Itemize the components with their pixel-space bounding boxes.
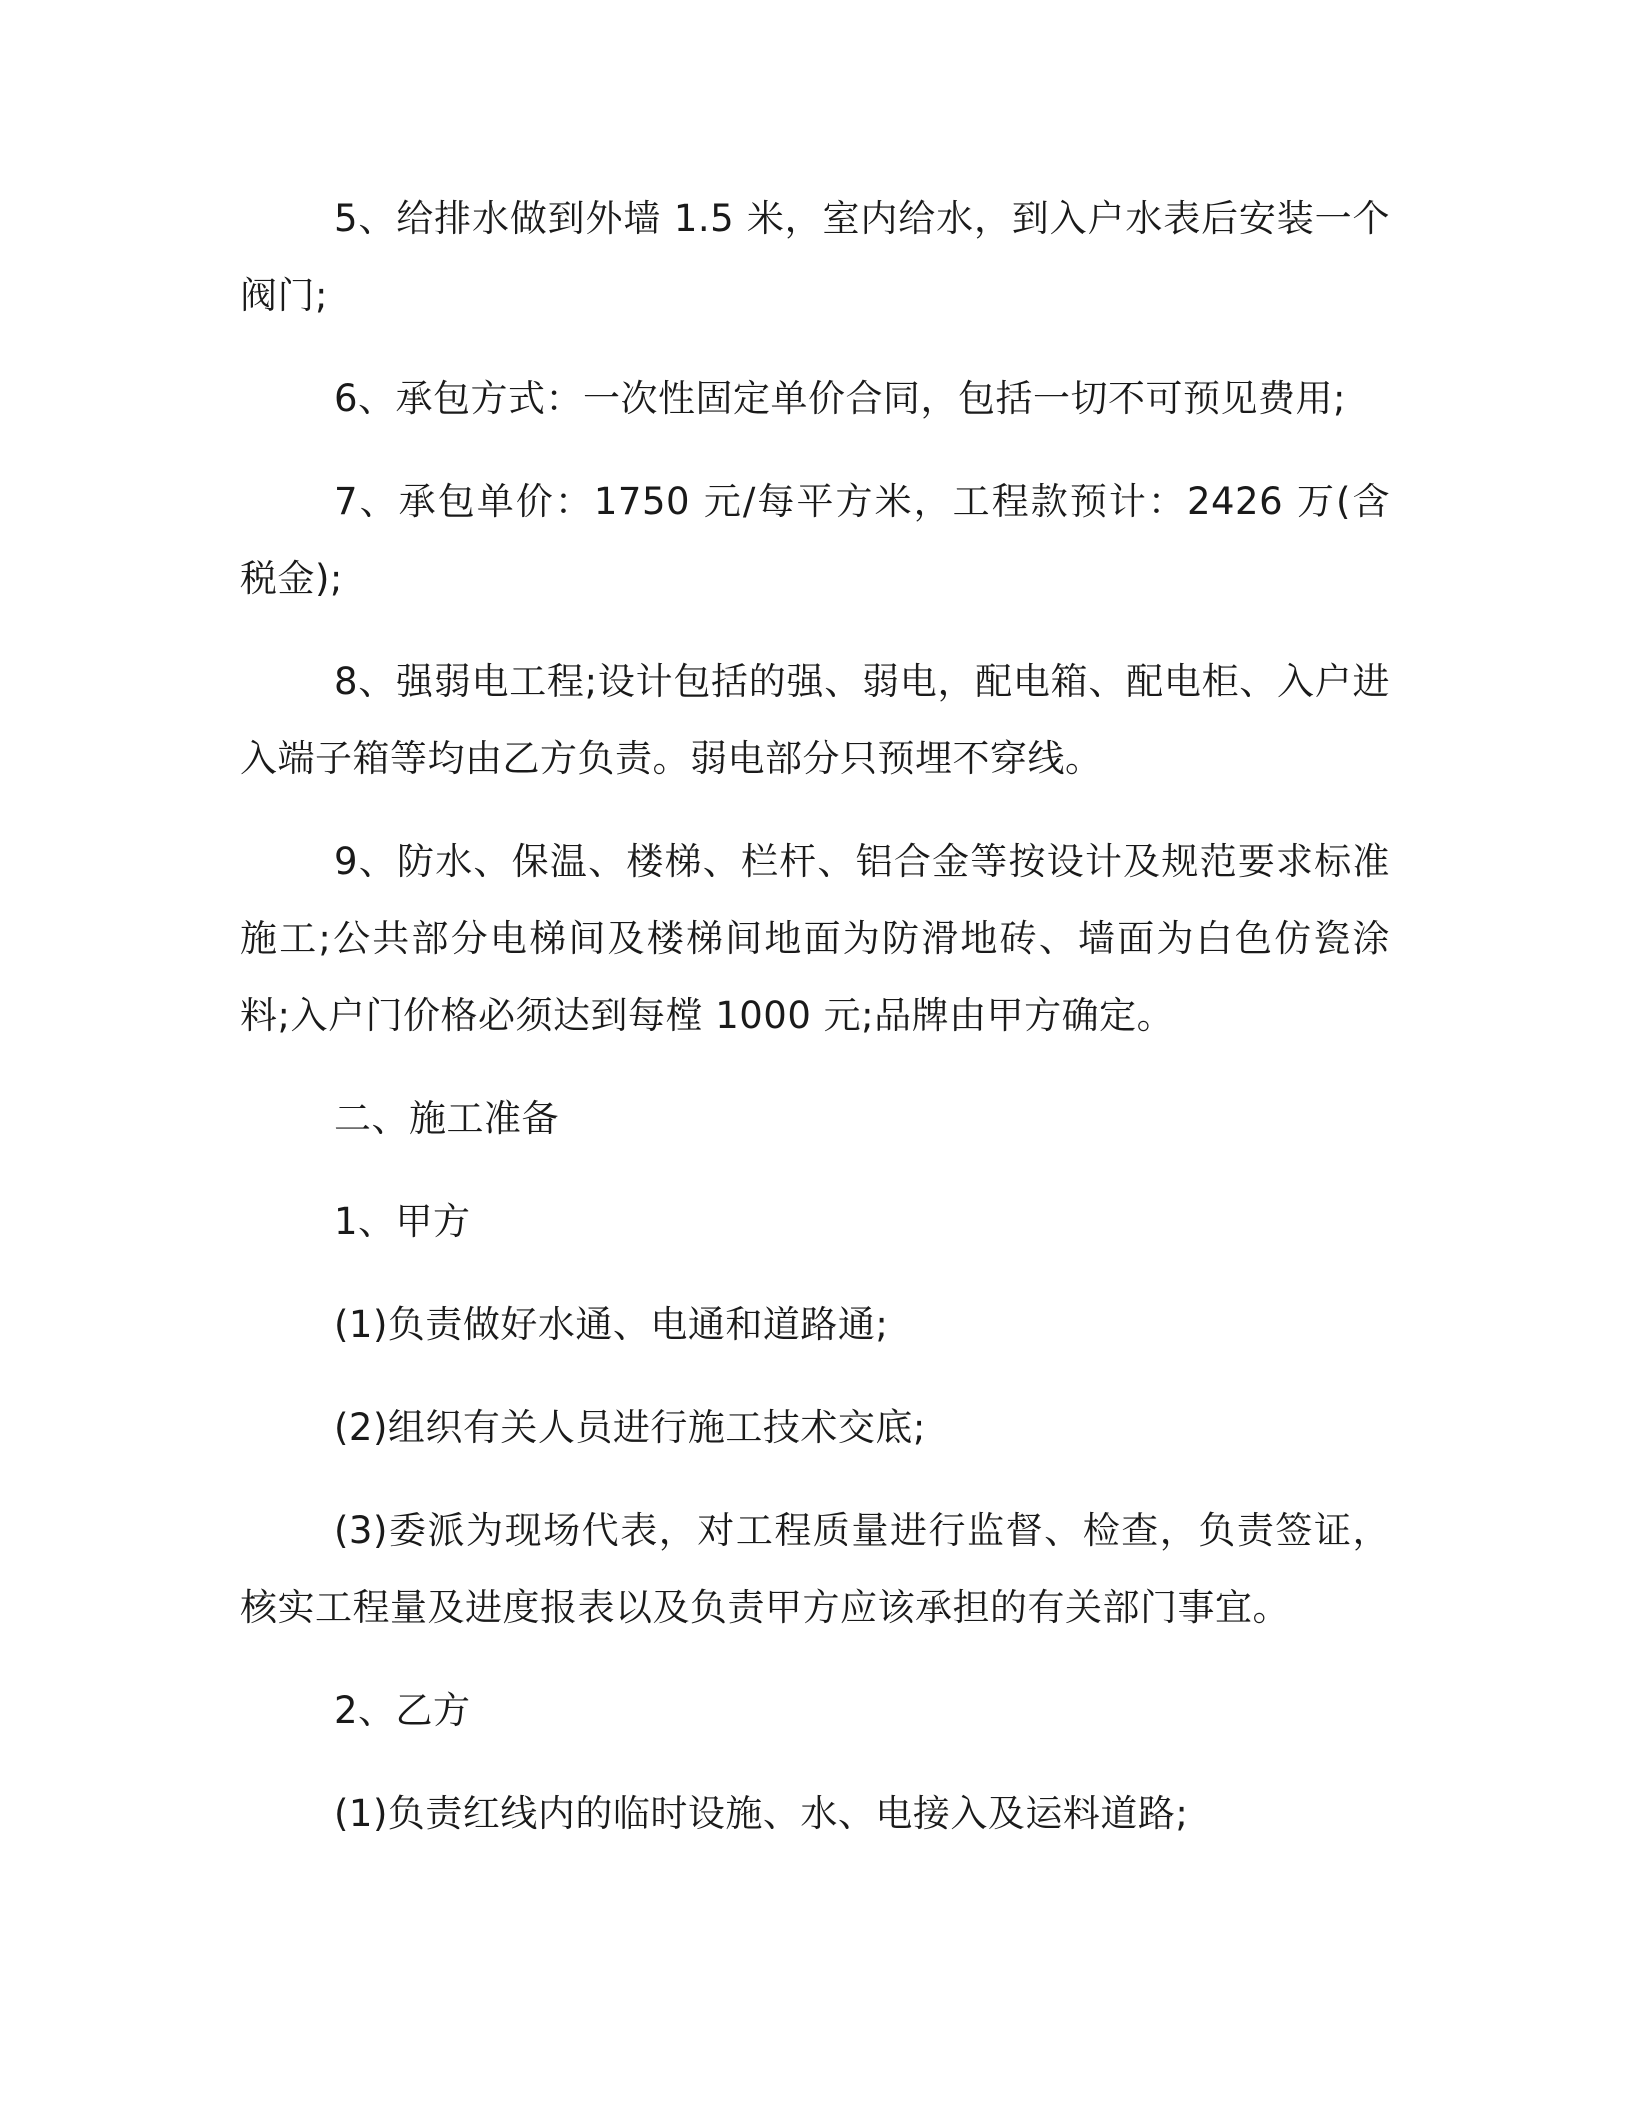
party-a-item-2: (2)组织有关人员进行施工技术交底; [334, 1406, 926, 1449]
party-a-item-1: (1)负责做好水通、电通和道路通; [334, 1303, 889, 1346]
section-heading-construction-prep: 二、施工准备 [334, 1097, 559, 1140]
subsection-party-b: 2、乙方 [334, 1689, 471, 1732]
paragraph-item-5: 5、给排水做到外墙 1.5 米，室内给水，到入户水表后安装一个阀门; [240, 197, 1390, 317]
party-a-item-3: (3)委派为现场代表，对工程质量进行监督、检查，负责签证，核实工程量及进度报表以及负责甲方应该承担的有关部门事宜。 [240, 1509, 1390, 1629]
subsection-party-a: 1、甲方 [334, 1200, 471, 1243]
paragraph-item-9: 9、防水、保温、楼梯、栏杆、铝合金等按设计及规范要求标准施工;公共部分电梯间及楼梯间地面为防滑地砖、墙面为白色仿瓷涂料;入户门价格必须达到每樘 1000 元;品牌由甲方确定。 [240, 840, 1390, 1037]
paragraph-item-7: 7、承包单价：1750 元/每平方米，工程款预计：2426 万(含税金); [240, 480, 1390, 600]
paragraph-item-6: 6、承包方式：一次性固定单价合同，包括一切不可预见费用; [334, 377, 1347, 420]
party-b-item-1: (1)负责红线内的临时设施、水、电接入及运料道路; [334, 1792, 1189, 1835]
document-body [240, 180, 1390, 1852]
paragraph-item-8: 8、强弱电工程;设计包括的强、弱电，配电箱、配电柜、入户进入端子箱等均由乙方负责。弱电部分只预埋不穿线。 [240, 660, 1390, 780]
